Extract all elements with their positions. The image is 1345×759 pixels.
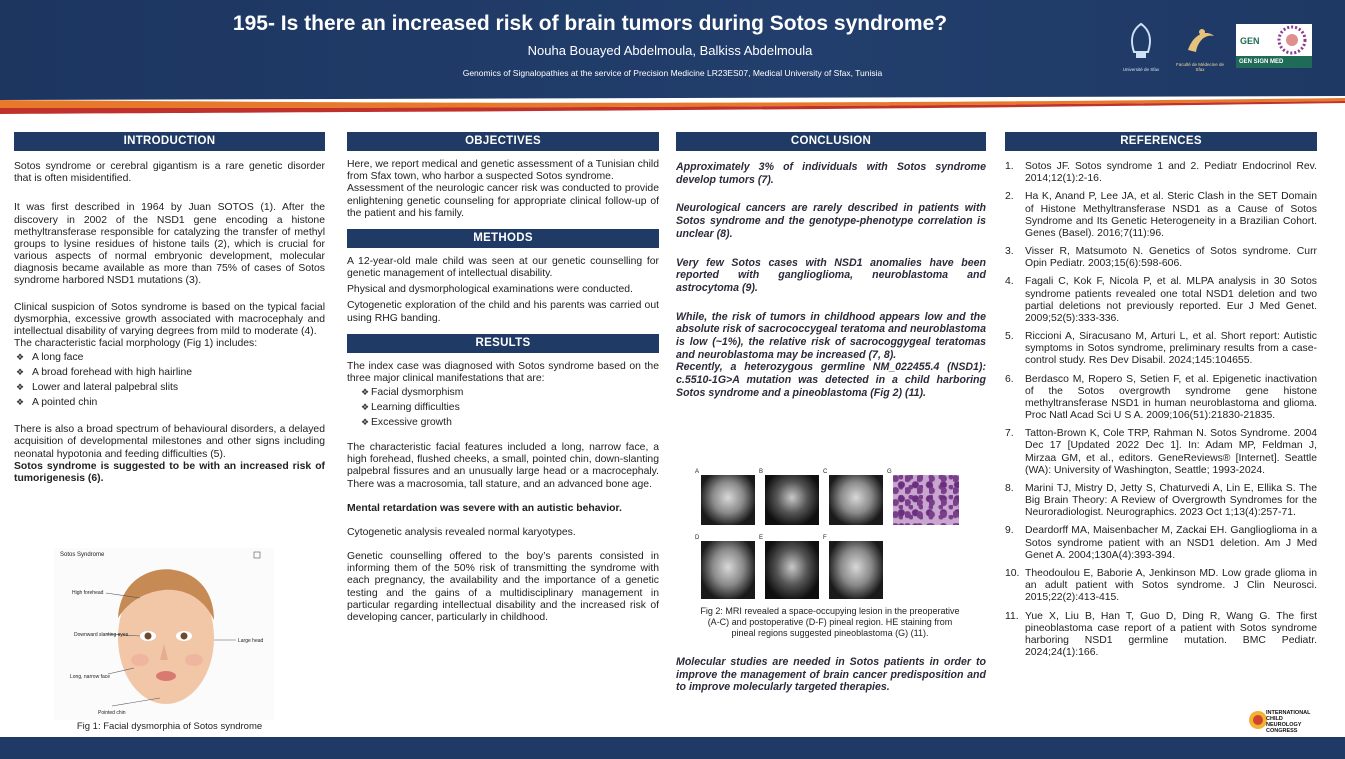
conclusion-final bbox=[676, 656, 986, 694]
diamond-bullet-icon: ❖ bbox=[16, 352, 25, 363]
reference-number: 8. bbox=[1005, 482, 1014, 494]
lab-logo bbox=[1236, 24, 1312, 68]
reference-number: 7. bbox=[1005, 428, 1014, 440]
reference-text: Riccioni A, Siracusano M, Arturi L, et al. Short report: Autistic symptoms in Sotos syndrome, preliminary results from a case-control study. Res Dev Disabil. 2024;145:104655. bbox=[1025, 331, 1317, 367]
reference-text: Theodoulou E, Baborie A, Jenkinson MD. Low grade glioma in an adult patient with Sotos syndrome. J Clin Neurosci. 2015;22(2):413-415. bbox=[1025, 567, 1317, 604]
poster-affiliation: Genomics of Signalopathies at the service of Precision Medicine LR23ES07, Medical University of Sfax, Tunisia bbox=[462, 68, 883, 78]
list-item: ❖ Learning difficulties bbox=[361, 402, 460, 414]
conclusion-paragraph-6: Molecular studies are needed in Sotos patients in order to improve the management of brain cancer predisposition and to improve molecularly targeted therapies. bbox=[676, 656, 986, 694]
reference-text: Fagali C, Kok F, Nicola P, et al. MLPA analysis in 30 Sotos syndrome patients revealed one total NSD1 deletion and two partial deletions not previously reported. Eur J Med Genet. 2009;52(5):333-336. bbox=[1025, 276, 1317, 324]
university-logo bbox=[1118, 22, 1164, 72]
diamond-bullet-icon: ❖ bbox=[16, 367, 25, 378]
reference-item bbox=[1005, 276, 1317, 325]
reference-number: 4. bbox=[1005, 276, 1014, 288]
reference-item bbox=[1005, 161, 1317, 185]
objectives-methods-results-column bbox=[347, 132, 659, 624]
reference-number: 11. bbox=[1005, 610, 1019, 622]
conclusion-paragraph-4: While, the risk of tumors in childhood appears low and the absolute risk of sacrococcygeal teratoma and neuroblastoma is low (~1%), the relative risk of sacrocoggygeal teratomas and neuroblastoma may be increased (7, 8). bbox=[676, 310, 986, 361]
diamond-bullet-icon: ❖ bbox=[16, 397, 25, 408]
methods-paragraph-1: A 12-year-old male child was seen at our genetic counselling for genetic management of intellectual disability. bbox=[347, 255, 659, 280]
intro-paragraph-2: It was first described in 1964 by Juan SOTOS (1). After the discovery in 2002 of the NSD1 gene encoding a histone methyltransferase responsible for catalyzing the transfer of methyl groups to lysine residues of histone tails (2), which is crucial for various aspects of normal embryonic development, molecular diagnosis became available as more than 75% of cases of Sotos syndrome harbored NSD1 mutations (3). bbox=[14, 202, 325, 287]
conclusion-paragraph-3: Very few Sotos cases with NSD1 anomalies have been reported with ganglioglioma, neuroblastoma and astrocytoma (9). bbox=[676, 256, 986, 294]
reference-text: Sotos JF. Sotos syndrome 1 and 2. Pediatr Endocrinol Rev. 2014;12(1):2-16. bbox=[1025, 161, 1317, 185]
logo3-caption: GEN SIGN MED bbox=[1236, 56, 1312, 68]
reference-text: Visser R, Matsumoto N. Genetics of Sotos syndrome. Curr Opin Pediatr. 2003;15(6):598-606. bbox=[1025, 246, 1317, 270]
list-item: ❖ Excessive growth bbox=[361, 417, 452, 429]
diamond-bullet-icon: ❖ bbox=[361, 387, 370, 398]
fig1-label-high-forehead: High forehead bbox=[72, 590, 104, 596]
intro-paragraph-3: Clinical suspicion of Sotos syndrome is based on the typical facial dysmorphia, excessive growth associated with macrocephaly and intellectual disability of varying degrees from mild to moderate (4). bbox=[14, 301, 325, 337]
reference-number: 5. bbox=[1005, 331, 1014, 343]
congress-logo bbox=[1248, 706, 1326, 736]
diamond-bullet-icon: ❖ bbox=[16, 382, 25, 393]
results-paragraph-4: Cytogenetic analysis revealed normal karyotypes. bbox=[347, 526, 576, 538]
conclusion-section bbox=[676, 132, 986, 400]
poster-footer bbox=[0, 737, 1345, 759]
reference-item bbox=[1005, 611, 1317, 660]
fig1-label-large-head: Large head bbox=[238, 638, 264, 644]
methods-title: METHODS bbox=[347, 229, 659, 248]
mri-image-f bbox=[829, 541, 883, 599]
faculty-logo bbox=[1175, 22, 1225, 72]
references-list bbox=[1005, 161, 1317, 659]
reference-item bbox=[1005, 374, 1317, 423]
methods-paragraph-2: Physical and dysmorphological examinations were conducted. bbox=[347, 284, 633, 296]
reference-item bbox=[1005, 191, 1317, 240]
reference-item bbox=[1005, 331, 1317, 368]
diamond-bullet-icon: ❖ bbox=[361, 402, 370, 413]
intro-paragraph-5: There is also a broad spectrum of behavioural disorders, a delayed acquisition of developmental milestones and other signs including neonatal hypotonia and feeding difficulties (5). bbox=[14, 424, 325, 460]
fig1-title: Sotos Syndrome bbox=[60, 552, 105, 558]
conclusion-paragraph-5: Recently, a heterozygous germline NM_022455.4 (NSD1): c.5510-1G>A mutation was detected in a child harboring Sotos syndrome and a pineoblastoma (Fig 2) (11). bbox=[676, 361, 986, 399]
logo2-caption: Faculté de Médecine de Sfax bbox=[1175, 62, 1225, 72]
references-title: REFERENCES bbox=[1005, 132, 1317, 151]
mri-image-c bbox=[829, 475, 883, 525]
reference-text: Berdasco M, Ropero S, Setien F, et al. Epigenetic inactivation of the Sotos overgrowth syndrome gene histone methyltransferase NSD1 in human neuroblastoma and glioma. Proc Natl Acad Sci U S A. 2009;106(51):21830-21835. bbox=[1025, 373, 1317, 422]
methods-paragraph-3: Cytogenetic exploration of the child and his parents was carried out using RHG banding. bbox=[347, 300, 659, 324]
poster-header bbox=[0, 0, 1345, 100]
results-paragraph-3: Mental retardation was severe with an autistic behavior. bbox=[347, 502, 622, 514]
conclusion-title: CONCLUSION bbox=[676, 132, 986, 151]
intro-paragraph-6: Sotos syndrome is suggested to be with an increased risk of tumorigenesis (6). bbox=[14, 460, 325, 484]
references-section bbox=[1005, 132, 1317, 665]
results-paragraph-1: The index case was diagnosed with Sotos syndrome based on the three major clinical manifestations that are: bbox=[347, 360, 659, 384]
mri-image-a bbox=[701, 475, 755, 525]
figure-1-face-illustration bbox=[54, 548, 274, 720]
mri-image-d bbox=[701, 541, 755, 599]
reference-number: 10. bbox=[1005, 567, 1020, 579]
reference-item bbox=[1005, 428, 1317, 477]
list-item: ❖ A broad forehead with high hairline bbox=[16, 367, 193, 379]
conclusion-paragraph-2: Neurological cancers are rarely described in patients with Sotos syndrome and the genotype-phenotype correlation is unclear (8). bbox=[676, 202, 986, 240]
introduction-section bbox=[14, 132, 325, 485]
reference-number: 2. bbox=[1005, 191, 1014, 203]
results-title: RESULTS bbox=[347, 334, 659, 353]
congress-line-2: NEUROLOGY CONGRESS bbox=[1266, 722, 1302, 735]
histology-image-g bbox=[893, 475, 959, 525]
reference-number: 3. bbox=[1005, 246, 1014, 258]
reference-item bbox=[1005, 525, 1317, 562]
list-item: ❖ Facial dysmorphism bbox=[361, 387, 464, 399]
reference-item bbox=[1005, 246, 1317, 270]
mri-image-e bbox=[765, 541, 819, 599]
diamond-bullet-icon: ❖ bbox=[361, 417, 370, 428]
reference-item bbox=[1005, 483, 1317, 520]
objectives-title: OBJECTIVES bbox=[347, 132, 659, 151]
logo1-caption: Université de Sfax bbox=[1122, 67, 1160, 72]
reference-number: 1. bbox=[1005, 161, 1014, 172]
results-paragraph-2: The characteristic facial features included a long, narrow face, a high forehead, flushed cheeks, a small, pointed chin, down-slanting palpebral fissures and an unusually large head or a macrocephaly. There was a macrosomia, tall stature, and an advanced bone age. bbox=[347, 442, 659, 490]
results-paragraph-5: Genetic counselling offered to the boy’s parents consisted in informing them of the 50% risk of transmitting the syndrome with each pregnancy, the availability and the importance of a genetic testing and the gains of a multidisciplinary management in particular regarding intellectual disability and the increased risk of developing cancer, particularly in childhood. bbox=[347, 551, 659, 623]
objectives-paragraph-1: Here, we report medical and genetic assessment of a Tunisian child from Sfax town, who harbor a suspected Sotos syndrome. bbox=[347, 159, 659, 183]
reference-number: 9. bbox=[1005, 525, 1014, 537]
reference-text: Marini TJ, Mistry D, Jetty S, Chaturvedi A, Lin E, Ellika S. The Big Brain Theory: A Review of Overgrowth Syndromes for the Neuroradiologist. Neurographics. 2023 Oct 1;13(4):257-71. bbox=[1025, 482, 1317, 519]
poster-authors: Nouha Bouayed Abdelmoula, Balkiss Abdelmoula bbox=[527, 43, 813, 58]
reference-number: 6. bbox=[1005, 373, 1014, 385]
list-item: ❖ A long face bbox=[16, 352, 84, 364]
reference-text: Tatton-Brown K, Cole TRP, Rahman N. Sotos Syndrome. 2004 Dec 17 [Updated 2022 Dec 1]. In: Adam MP, Feldman J, Mirzaa GM, et al., editors. GeneReviews® [Internet]. Seattle (WA): University of Washington, Seattle; 1993-2024. bbox=[1025, 428, 1317, 476]
reference-text: Yue X, Liu B, Han T, Guo D, Ding R, Wang G. The first pineoblastoma case report of a patient with Sotos syndrome harboring NSD1 germline mutation. BMC Pediatr. 2024;24(1):166. bbox=[1025, 610, 1317, 659]
reference-item bbox=[1005, 568, 1317, 605]
mri-image-b bbox=[765, 475, 819, 525]
svg-text:GEN: GEN bbox=[1240, 36, 1260, 46]
objectives-paragraph-2: Assessment of the neurologic cancer risk was conducted to provide enlightening genetic counseling for appropriate clinical follow-up of the patient and his family. bbox=[347, 183, 659, 219]
list-item: ❖ Lower and lateral palpebral slits bbox=[16, 382, 179, 394]
figure-2-caption: Fig 2: MRI revealed a space-occupying lesion in the preoperative (A-C) and postoperative (D-F) pineal region. HE staining from pineal regions suggested pineoblastoma (G) (11). bbox=[700, 606, 960, 638]
congress-line-1: INTERNATIONAL CHILD bbox=[1266, 710, 1311, 723]
figure-1-caption: Fig 1: Facial dysmorphia of Sotos syndrome bbox=[76, 721, 263, 732]
intro-paragraph-1: Sotos syndrome or cerebral gigantism is a rare genetic disorder that is often misidentified. bbox=[14, 161, 325, 185]
figure-2-mri-panel: A B C G D E F bbox=[695, 465, 965, 605]
fig1-label-downward-eyes: Downward slanting eyes bbox=[74, 632, 129, 638]
reference-text: Ha K, Anand P, Lee JA, et al. Steric Clash in the SET Domain of Histone Methyltransferase NSD1 as a Cause of Sotos Syndrome and Its Genetic Heterogeneity in a Brazilian Cohort. Genes (Basel). 2016;7(11):96. bbox=[1025, 191, 1317, 239]
intro-paragraph-4: The characteristic facial morphology (Fig 1) includes: bbox=[14, 338, 258, 350]
fig1-label-pointed-chin: Pointed chin bbox=[98, 710, 126, 716]
conclusion-paragraph-1: Approximately 3% of individuals with Sotos syndrome develop tumors (7). bbox=[676, 161, 986, 186]
poster-title: 195- Is there an increased risk of brain tumors during Sotos syndrome? bbox=[232, 12, 948, 35]
manifestations-list bbox=[361, 385, 659, 430]
fig1-label-long-face: Long, narrow face bbox=[70, 674, 111, 680]
header-swoosh bbox=[0, 96, 1345, 118]
introduction-title: INTRODUCTION bbox=[14, 132, 325, 151]
facial-features-list bbox=[16, 350, 325, 410]
reference-text: Deardorff MA, Maisenbacher M, Zackai EH. Ganglioglioma in a Sotos syndrome patient with an NSD1 deletion. Am J Med Genet A. 2004;130A(4):393-394. bbox=[1025, 525, 1317, 561]
list-item: ❖ A pointed chin bbox=[16, 397, 98, 409]
